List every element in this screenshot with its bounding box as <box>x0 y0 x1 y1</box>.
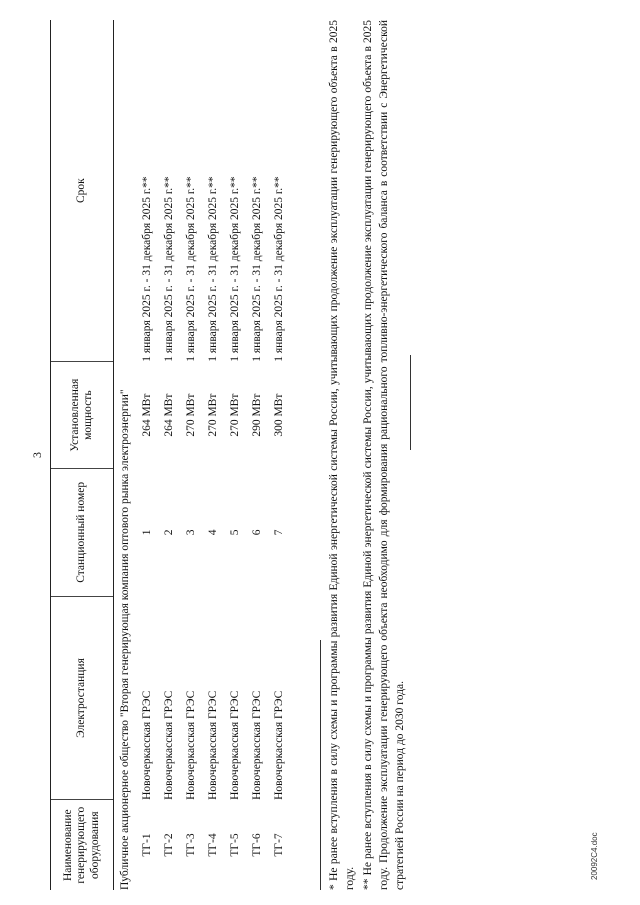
equipment-cell: ТГ-6 <box>251 833 263 857</box>
rotated-content <box>30 20 605 890</box>
power-cell: 264 МВт <box>141 393 153 437</box>
station-cell: Новочеркасская ГРЭС <box>251 690 263 800</box>
power-cell: 270 МВт <box>229 393 241 437</box>
equipment-cell: ТГ-7 <box>273 833 285 857</box>
table-row <box>202 20 224 890</box>
header-equipment: Наименование генерирующего оборудования <box>51 800 114 890</box>
term-cell: 1 января 2025 г. - 31 декабря 2025 г.** <box>163 176 175 362</box>
power-cell: 270 МВт <box>185 393 197 437</box>
term-cell: 1 января 2025 г. - 31 декабря 2025 г.** <box>229 176 241 362</box>
power-cell: 290 МВт <box>251 393 263 437</box>
table-row <box>136 20 158 890</box>
station-cell: Новочеркасская ГРЭС <box>141 690 153 800</box>
table-row <box>268 20 290 890</box>
number-cell: 6 <box>251 529 263 536</box>
term-cell: 1 января 2025 г. - 31 декабря 2025 г.** <box>185 176 197 362</box>
table-row <box>224 20 246 890</box>
term-cell: 1 января 2025 г. - 31 декабря 2025 г.** <box>141 176 153 362</box>
equipment-cell: ТГ-4 <box>207 833 219 857</box>
number-cell: 4 <box>207 529 219 536</box>
company-row <box>114 20 137 890</box>
number-cell: 2 <box>163 529 175 536</box>
station-cell: Новочеркасская ГРЭС <box>207 690 219 800</box>
page-number: 3 <box>30 452 44 458</box>
equipment-cell: ТГ-1 <box>141 833 153 857</box>
header-power: Установленная мощность <box>51 362 114 469</box>
footnote-single: * Не ранее вступления в силу схемы и программы развития Единой энергетической системы России, учитывающих продолжение эксплуатации генерирующего объекта в 2025 году. <box>328 20 356 890</box>
equipment-cell: ТГ-3 <box>185 833 197 857</box>
equipment-table <box>50 20 290 890</box>
header-number: Станционный номер <box>51 469 114 597</box>
number-cell: 3 <box>185 529 197 536</box>
station-cell: Новочеркасская ГРЭС <box>273 690 285 800</box>
end-separator <box>410 355 411 450</box>
station-cell: Новочеркасская ГРЭС <box>185 690 197 800</box>
term-cell: 1 января 2025 г. - 31 декабря 2025 г.** <box>251 176 263 362</box>
power-cell: 270 МВт <box>207 393 219 437</box>
term-cell: 1 января 2025 г. - 31 декабря 2025 г.** <box>273 176 285 362</box>
power-cell: 264 МВт <box>163 393 175 437</box>
document-reference: 20092С4.doc <box>590 832 599 880</box>
company-name: Публичное акционерное общество "Вторая генерирующая компания оптового рынка электроэнергии" <box>119 389 131 890</box>
table-row <box>158 20 180 890</box>
header-station: Электростанция <box>51 596 114 800</box>
header-term: Срок <box>51 20 114 362</box>
footnote-double: ** Не ранее вступления в силу схемы и программы развития Единой энергетической системы России, учитывающих продолжение эксплуатации генерирующего объекта в 2025 году. Продолжение эксплуатации генерирующего объекта необходимо для формирования рационального топливно-энергетического баланса в соответствии с Энергетической стратегией России на период до 2030 года. <box>362 20 406 890</box>
table-row <box>180 20 202 890</box>
number-cell: 5 <box>229 529 241 536</box>
table-header-row <box>51 20 114 890</box>
number-cell: 7 <box>273 529 285 536</box>
station-cell: Новочеркасская ГРЭС <box>163 690 175 800</box>
equipment-cell: ТГ-2 <box>163 833 175 857</box>
power-cell: 300 МВт <box>273 393 285 437</box>
term-cell: 1 января 2025 г. - 31 декабря 2025 г.** <box>207 176 219 362</box>
footnote-separator <box>320 640 322 890</box>
station-cell: Новочеркасская ГРЭС <box>229 690 241 800</box>
footnotes <box>320 20 410 890</box>
number-cell: 1 <box>141 529 153 536</box>
equipment-cell: ТГ-5 <box>229 833 241 857</box>
table-row <box>246 20 268 890</box>
